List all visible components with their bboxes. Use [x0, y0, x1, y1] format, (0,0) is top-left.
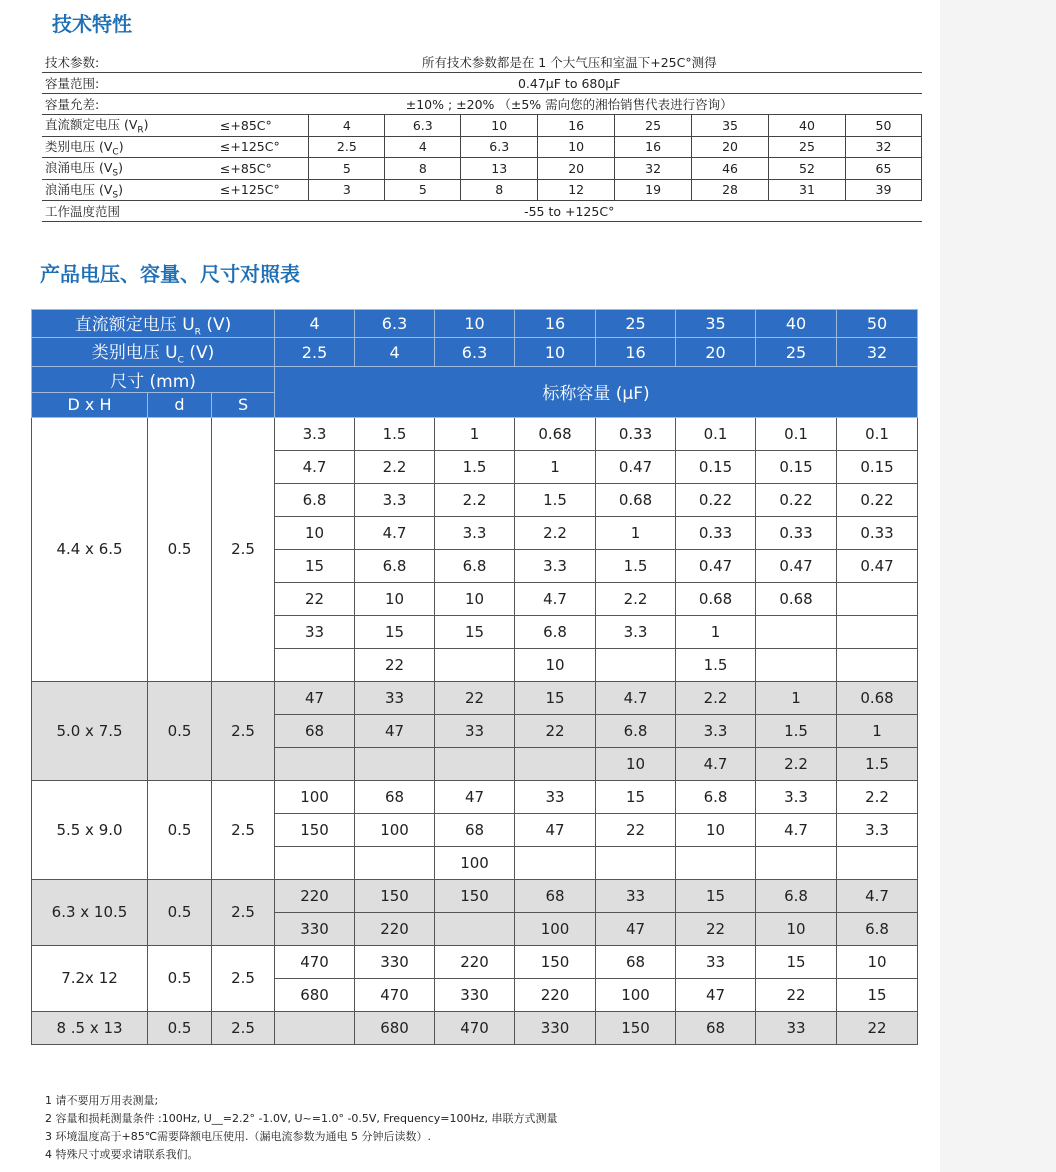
note-line: 3 环境温度高于+85℃需要降额电压使用.（漏电流参数为通电 5 分钟后读数）. — [45, 1130, 432, 1143]
capacitance-cell — [435, 912, 515, 945]
capacitance-cell — [275, 648, 355, 681]
spec-row-voltage — [42, 158, 922, 180]
capacitance-cell — [837, 582, 918, 615]
capacitance-cell: 0.68 — [837, 681, 918, 714]
capacitance-cell: 1 — [837, 714, 918, 747]
capacitance-cell: 6.8 — [837, 912, 918, 945]
spec-row-voltage — [42, 115, 922, 137]
capacitance-cell: 47 — [275, 681, 355, 714]
note-line: 1 请不要用万用表测量; — [45, 1094, 159, 1107]
capacitance-cell: 6.8 — [435, 549, 515, 582]
spec-value: 所有技术参数都是在 1 个大气压和室温下+25C°测得 — [217, 52, 922, 73]
header-label: 直流额定电压 $U_R$ (V) — [32, 310, 275, 338]
capacitance-cell: 33 — [676, 945, 756, 978]
capacitance-cell: 0.47 — [837, 549, 918, 582]
subscript: R — [137, 125, 144, 136]
spec-row-params — [42, 52, 922, 73]
capacitance-cell: 15 — [355, 615, 435, 648]
capacitance-cell — [355, 747, 435, 780]
category-voltage: 4 — [355, 338, 435, 366]
capacitance-cell: 10 — [676, 813, 756, 846]
capacitance-cell — [275, 846, 355, 879]
capacitance-cell: 3.3 — [676, 714, 756, 747]
capacitance-cell: 220 — [275, 879, 355, 912]
capacitance-cell: 0.47 — [676, 549, 756, 582]
spec-row-voltage — [42, 136, 922, 158]
capacitance-cell: 1.5 — [756, 714, 837, 747]
dxh-header: D x H — [32, 392, 148, 417]
size-s: 2.5 — [212, 1011, 275, 1044]
rated-voltage: 16 — [515, 310, 596, 338]
category-voltage: 25 — [756, 338, 837, 366]
capacitance-cell: 0.47 — [596, 450, 676, 483]
spec-cell: 32 — [615, 158, 692, 180]
capacitance-cell: 0.1 — [676, 417, 756, 450]
size-d: 0.5 — [148, 681, 212, 780]
spec-cell: 6.3 — [461, 136, 538, 158]
spec-cell: 8 — [385, 158, 461, 180]
category-voltage: 16 — [596, 338, 676, 366]
spec-cell: 10 — [538, 136, 615, 158]
capacitance-cell: 4.7 — [756, 813, 837, 846]
subscript: S — [112, 190, 119, 200]
capacitance-cell: 4.7 — [596, 681, 676, 714]
size-d: 0.5 — [148, 945, 212, 1011]
table-row — [32, 417, 918, 450]
capacitance-cell: 1.5 — [435, 450, 515, 483]
capacitance-cell: 15 — [275, 549, 355, 582]
spec-condition: ≤+125C° — [217, 136, 309, 158]
capacitance-cell — [756, 846, 837, 879]
spec-cell: 5 — [385, 179, 461, 201]
capacitance-cell: 330 — [515, 1011, 596, 1044]
subscript: C — [177, 355, 184, 366]
capacitance-cell: 0.33 — [837, 516, 918, 549]
spec-cell: 20 — [692, 136, 769, 158]
capacitance-cell: 47 — [596, 912, 676, 945]
size-s: 2.5 — [212, 417, 275, 681]
capacitance-cell: 1.5 — [596, 549, 676, 582]
header-label: 类别电压 $U_C$ (V) — [32, 338, 275, 366]
capacitance-cell: 68 — [435, 813, 515, 846]
size-dxh: 5.5 x 9.0 — [32, 780, 148, 879]
note-line: 2 容量和损耗测量条件 :100Hz, U__=2.2° -1.0V, U~=1.0° -0.5V, Frequency=100Hz, 串联方式测量 — [45, 1112, 558, 1125]
capacitance-cell: 4.7 — [275, 450, 355, 483]
capacitance-cell: 470 — [355, 978, 435, 1011]
spec-value: ±10% ; ±20% （±5% 需向您的湘怡销售代表进行咨询） — [217, 94, 922, 115]
table-row — [32, 780, 918, 813]
capacitance-cell: 47 — [435, 780, 515, 813]
capacitance-cell: 1.5 — [355, 417, 435, 450]
capacitance-cell: 150 — [515, 945, 596, 978]
capacitance-cell: 150 — [435, 879, 515, 912]
spec-cell: 20 — [538, 158, 615, 180]
header-row-rated — [32, 310, 918, 338]
capacitance-cell: 1 — [596, 516, 676, 549]
capacitance-cell: 0.15 — [837, 450, 918, 483]
spec-cell: 4 — [309, 115, 385, 137]
spec-label: 容量范围: — [42, 73, 217, 94]
capacitance-header: 标称容量 (μF) — [275, 366, 918, 417]
capacitance-cell: 0.22 — [837, 483, 918, 516]
capacitance-cell: 10 — [756, 912, 837, 945]
capacitance-cell — [355, 846, 435, 879]
spec-condition: ≤+125C° — [217, 179, 309, 201]
capacitance-cell: 68 — [355, 780, 435, 813]
capacitance-cell: 22 — [756, 978, 837, 1011]
rated-voltage: 10 — [435, 310, 515, 338]
capacitance-cell — [756, 615, 837, 648]
capacitance-cell: 4.7 — [515, 582, 596, 615]
capacitance-cell: 1.5 — [515, 483, 596, 516]
category-voltage: 2.5 — [275, 338, 355, 366]
capacitance-cell: 6.8 — [515, 615, 596, 648]
capacitance-cell: 10 — [515, 648, 596, 681]
capacitance-cell: 150 — [275, 813, 355, 846]
capacitance-cell: 0.1 — [837, 417, 918, 450]
capacitance-cell: 68 — [676, 1011, 756, 1044]
rated-voltage: 4 — [275, 310, 355, 338]
subscript: R — [194, 327, 201, 338]
capacitance-cell: 33 — [275, 615, 355, 648]
capacitance-cell: 1 — [676, 615, 756, 648]
capacitance-cell: 100 — [596, 978, 676, 1011]
spec-cell: 10 — [461, 115, 538, 137]
capacitance-cell: 100 — [275, 780, 355, 813]
spec-cell: 52 — [769, 158, 846, 180]
header-row-size — [32, 366, 918, 392]
capacitance-cell: 4.7 — [837, 879, 918, 912]
spec-cell: 28 — [692, 179, 769, 201]
capacitance-cell: 22 — [435, 681, 515, 714]
capacitance-cell: 3.3 — [515, 549, 596, 582]
spec-condition: ≤+85C° — [217, 115, 309, 137]
capacitance-cell: 330 — [435, 978, 515, 1011]
spec-cell: 25 — [615, 115, 692, 137]
capacitance-cell: 68 — [275, 714, 355, 747]
spec-cell: 46 — [692, 158, 769, 180]
category-voltage: 32 — [837, 338, 918, 366]
spec-cell: 2.5 — [309, 136, 385, 158]
capacitance-cell: 0.33 — [596, 417, 676, 450]
spec-label: 容量允差: — [42, 94, 217, 115]
capacitance-cell: 4.7 — [676, 747, 756, 780]
header-row-category — [32, 338, 918, 366]
spec-cell: 4 — [385, 136, 461, 158]
capacitance-cell: 22 — [355, 648, 435, 681]
rated-voltage: 50 — [837, 310, 918, 338]
spec-cell: 39 — [845, 179, 921, 201]
capacitance-cell: 68 — [596, 945, 676, 978]
spec-cell: 16 — [538, 115, 615, 137]
capacitance-cell: 15 — [756, 945, 837, 978]
spec-label: 浪涌电压 $(V_S)$ — [42, 158, 217, 180]
capacitance-cell: 6.8 — [275, 483, 355, 516]
capacitance-cell: 100 — [355, 813, 435, 846]
capacitance-cell: 6.8 — [596, 714, 676, 747]
capacitance-cell: 3.3 — [355, 483, 435, 516]
size-dxh: 6.3 x 10.5 — [32, 879, 148, 945]
capacitance-cell: 3.3 — [596, 615, 676, 648]
capacitance-cell: 10 — [837, 945, 918, 978]
capacitance-cell: 6.8 — [676, 780, 756, 813]
capacitance-cell: 470 — [275, 945, 355, 978]
capacitance-cell: 6.8 — [355, 549, 435, 582]
capacitance-cell: 3.3 — [275, 417, 355, 450]
spec-cell: 6.3 — [385, 115, 461, 137]
capacitance-cell — [275, 1011, 355, 1044]
table-row — [32, 681, 918, 714]
capacitance-cell: 470 — [435, 1011, 515, 1044]
s-header: S — [212, 392, 275, 417]
category-voltage: 10 — [515, 338, 596, 366]
size-d: 0.5 — [148, 780, 212, 879]
table-row — [32, 879, 918, 912]
capacitance-cell: 33 — [355, 681, 435, 714]
capacitance-cell: 150 — [355, 879, 435, 912]
size-s: 2.5 — [212, 879, 275, 945]
capacitance-cell: 2.2 — [435, 483, 515, 516]
size-s: 2.5 — [212, 780, 275, 879]
size-d: 0.5 — [148, 1011, 212, 1044]
capacitance-cell — [596, 648, 676, 681]
table-row — [32, 945, 918, 978]
spec-cell: 13 — [461, 158, 538, 180]
size-dxh: 4.4 x 6.5 — [32, 417, 148, 681]
spec-cell: 65 — [845, 158, 921, 180]
capacitance-cell: 47 — [355, 714, 435, 747]
capacitance-cell: 100 — [435, 846, 515, 879]
spec-cell: 3 — [309, 179, 385, 201]
capacitance-table — [31, 309, 918, 1045]
capacitance-cell: 3.3 — [756, 780, 837, 813]
size-d: 0.5 — [148, 879, 212, 945]
capacitance-cell: 0.68 — [676, 582, 756, 615]
capacitance-cell: 6.8 — [756, 879, 837, 912]
spec-cell: 12 — [538, 179, 615, 201]
capacitance-cell: 33 — [435, 714, 515, 747]
capacitance-cell: 1 — [756, 681, 837, 714]
size-dxh: 5.0 x 7.5 — [32, 681, 148, 780]
capacitance-cell: 0.22 — [676, 483, 756, 516]
d-header: d — [148, 392, 212, 417]
rated-voltage: 35 — [676, 310, 756, 338]
capacitance-cell: 680 — [355, 1011, 435, 1044]
capacitance-cell: 2.2 — [837, 780, 918, 813]
table-row — [32, 1011, 918, 1044]
spec-cell: 19 — [615, 179, 692, 201]
spec-condition: ≤+85C° — [217, 158, 309, 180]
capacitance-cell — [435, 747, 515, 780]
capacitance-cell: 0.22 — [756, 483, 837, 516]
rated-voltage: 25 — [596, 310, 676, 338]
note-line: 4 特殊尺寸或要求请联系我们。 — [45, 1148, 199, 1161]
subscript: S — [112, 168, 119, 179]
capacitance-cell: 22 — [515, 714, 596, 747]
size-dxh: 7.2x 12 — [32, 945, 148, 1011]
capacitance-cell — [837, 648, 918, 681]
capacitance-cell: 4.7 — [355, 516, 435, 549]
capacitance-cell — [515, 846, 596, 879]
capacitance-cell: 22 — [275, 582, 355, 615]
capacitance-cell: 680 — [275, 978, 355, 1011]
capacitance-cell — [676, 846, 756, 879]
capacitance-cell: 47 — [515, 813, 596, 846]
spec-table — [42, 52, 922, 222]
spec-cell: 25 — [769, 136, 846, 158]
capacitance-cell: 47 — [676, 978, 756, 1011]
capacitance-cell: 33 — [596, 879, 676, 912]
spec-row-tolerance — [42, 94, 922, 115]
spec-label: 工作温度范围 — [42, 201, 217, 222]
spec-cell: 32 — [845, 136, 921, 158]
spec-row-range — [42, 73, 922, 94]
capacitance-cell: 0.68 — [756, 582, 837, 615]
rated-voltage: 6.3 — [355, 310, 435, 338]
capacitance-cell — [756, 648, 837, 681]
capacitance-cell: 10 — [435, 582, 515, 615]
capacitance-cell: 0.33 — [676, 516, 756, 549]
capacitance-cell: 10 — [596, 747, 676, 780]
capacitance-cell: 2.2 — [355, 450, 435, 483]
capacitance-cell: 0.15 — [756, 450, 837, 483]
capacitance-cell — [515, 747, 596, 780]
capacitance-cell: 2.2 — [596, 582, 676, 615]
spec-cell: 40 — [769, 115, 846, 137]
size-dxh: 8 .5 x 13 — [32, 1011, 148, 1044]
capacitance-cell: 150 — [596, 1011, 676, 1044]
capacitance-cell: 2.2 — [676, 681, 756, 714]
section-title-table: 产品电压、容量、尺寸对照表 — [40, 262, 300, 286]
capacitance-cell: 0.47 — [756, 549, 837, 582]
capacitance-cell: 1.5 — [837, 747, 918, 780]
capacitance-cell: 0.33 — [756, 516, 837, 549]
capacitance-cell: 22 — [596, 813, 676, 846]
capacitance-cell — [837, 615, 918, 648]
capacitance-cell: 22 — [676, 912, 756, 945]
capacitance-cell: 330 — [275, 912, 355, 945]
spec-value: 0.47μF to 680μF — [217, 73, 922, 94]
notes — [45, 1092, 558, 1164]
section-title-specs: 技术特性 — [52, 12, 132, 36]
capacitance-cell: 2.2 — [515, 516, 596, 549]
capacitance-cell: 33 — [756, 1011, 837, 1044]
capacitance-cell: 33 — [515, 780, 596, 813]
capacitance-cell: 15 — [676, 879, 756, 912]
capacitance-cell: 10 — [275, 516, 355, 549]
spec-cell: 31 — [769, 179, 846, 201]
capacitance-cell: 1 — [435, 417, 515, 450]
capacitance-cell: 1 — [515, 450, 596, 483]
spec-label: 类别电压 $(V_C)$ — [42, 136, 217, 158]
spec-value: -55 to +125C° — [217, 201, 922, 222]
capacitance-cell: 10 — [355, 582, 435, 615]
category-voltage: 6.3 — [435, 338, 515, 366]
size-s: 2.5 — [212, 945, 275, 1011]
capacitance-cell — [837, 846, 918, 879]
capacitance-cell: 330 — [355, 945, 435, 978]
capacitance-cell: 15 — [435, 615, 515, 648]
spec-label: 技术参数: — [42, 52, 217, 73]
spec-label: 浪涌电压 $(V_S)$ — [42, 179, 217, 201]
capacitance-cell: 0.68 — [515, 417, 596, 450]
capacitance-cell: 2.2 — [756, 747, 837, 780]
capacitance-cell: 100 — [515, 912, 596, 945]
capacitance-cell: 220 — [435, 945, 515, 978]
capacitance-cell: 0.1 — [756, 417, 837, 450]
capacitance-cell — [435, 648, 515, 681]
capacitance-cell: 15 — [837, 978, 918, 1011]
capacitance-cell: 22 — [837, 1011, 918, 1044]
spec-cell: 16 — [615, 136, 692, 158]
spec-row-voltage — [42, 179, 922, 201]
rated-voltage: 40 — [756, 310, 837, 338]
capacitance-cell: 1.5 — [676, 648, 756, 681]
spec-label: 直流额定电压 $(V_R)$ — [42, 115, 217, 137]
capacitance-cell: 0.15 — [676, 450, 756, 483]
category-voltage: 20 — [676, 338, 756, 366]
spec-cell: 35 — [692, 115, 769, 137]
size-d: 0.5 — [148, 417, 212, 681]
size-s: 2.5 — [212, 681, 275, 780]
capacitance-cell: 220 — [515, 978, 596, 1011]
spec-cell: 5 — [309, 158, 385, 180]
size-header: 尺寸 (mm) — [32, 366, 275, 392]
capacitance-cell: 220 — [355, 912, 435, 945]
capacitance-cell — [275, 747, 355, 780]
capacitance-cell — [596, 846, 676, 879]
capacitance-cell: 15 — [596, 780, 676, 813]
spec-cell: 50 — [845, 115, 921, 137]
capacitance-cell: 3.3 — [837, 813, 918, 846]
subscript: C — [112, 147, 119, 157]
spec-row-temperature — [42, 201, 922, 222]
capacitance-cell: 68 — [515, 879, 596, 912]
capacitance-cell: 15 — [515, 681, 596, 714]
capacitance-cell: 0.68 — [596, 483, 676, 516]
capacitance-cell: 3.3 — [435, 516, 515, 549]
spec-cell: 8 — [461, 179, 538, 201]
